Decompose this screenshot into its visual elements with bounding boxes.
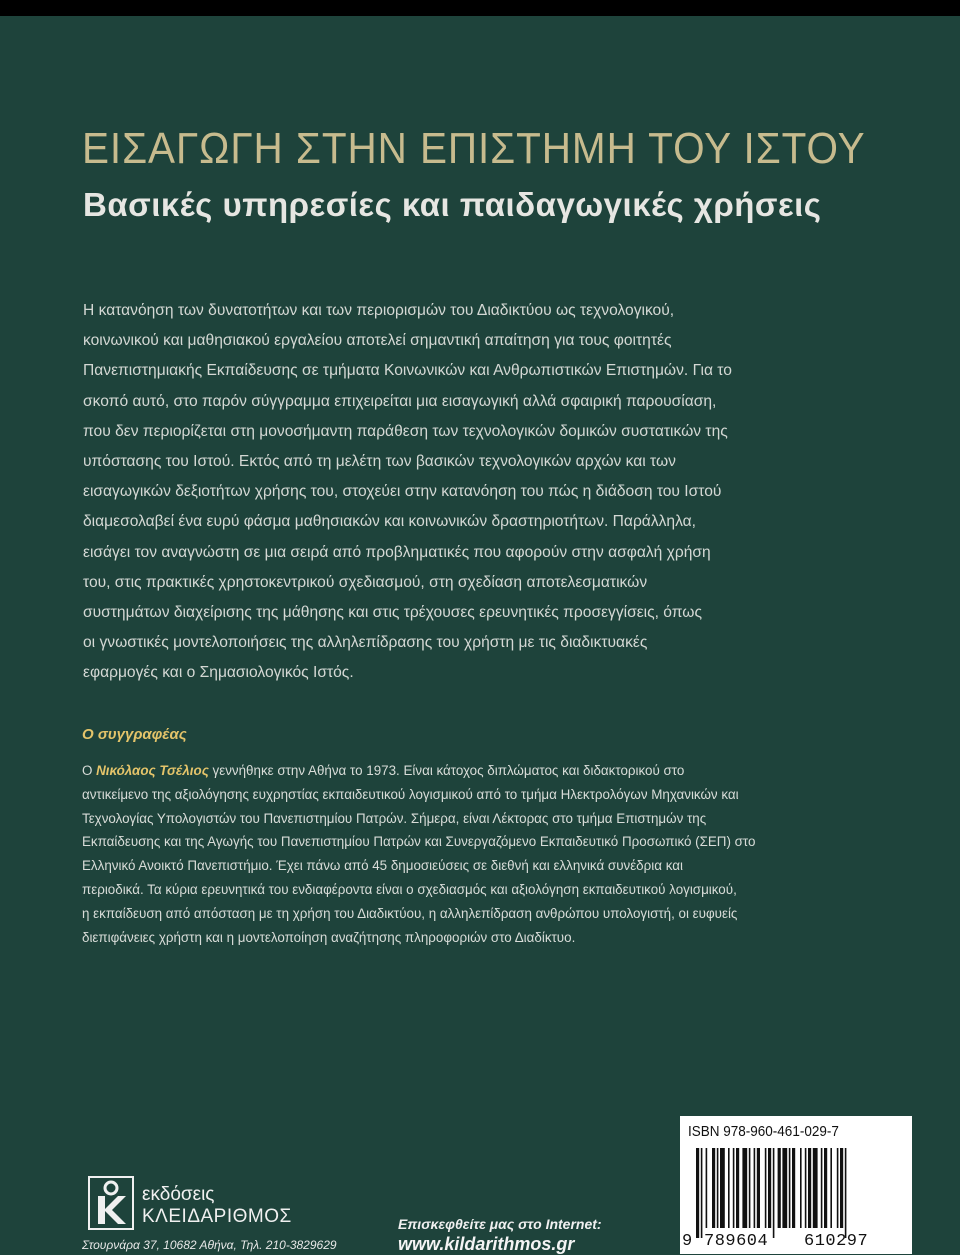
barcode-bar	[789, 1148, 791, 1228]
barcode-bar	[840, 1148, 843, 1228]
barcode-bar	[805, 1148, 807, 1228]
bio-line: περιοδικά. Τα κύρια ερευνητικά του ενδιαφέροντα είναι ο σχεδιασμός και αξιολόγηση εκπαιδευτικού λογισμικού,	[82, 881, 737, 897]
barcode-bar	[701, 1148, 703, 1238]
barcode-bar	[720, 1148, 725, 1228]
barcode-bar	[821, 1148, 823, 1228]
barcode-bar	[800, 1148, 802, 1228]
description-line: οι γνωστικές μοντελοποιήσεις της αλληλεπίδρασης του χρήστη με τις διαδικτυακές	[83, 634, 648, 652]
description-line: υπόστασης του Ιστού. Εκτός από τη μελέτη των βασικών τεχνολογικών αρχών και των	[83, 453, 676, 471]
description-line: εισάγει τον αναγνώστη σε μια σειρά από προβληματικές που αφορούν στην ασφαλή χρήση	[83, 543, 711, 561]
bio-line: Ελληνικό Ανοικτό Πανεπιστήμιο. Έχει πάνω από 45 δημοσιεύσεις σε διεθνή και ελληνικά συνέδρια και	[82, 858, 683, 874]
barcode-bar	[778, 1148, 781, 1228]
bio-line: Τεχνολογίας Υπολογιστών του Πανεπιστημίου Πατρών. Σήμερα, είναι Λέκτορας στο τμήμα Επιστημών της	[82, 810, 707, 826]
barcode-bar	[728, 1148, 730, 1228]
description-line: κοινωνικού και μαθησιακού εργαλείου αποτελεί σημαντική απαίτηση για τους φοιτητές	[83, 332, 672, 350]
isbn-barcode	[680, 1116, 912, 1254]
description-line: που δεν περιορίζεται στη μονοσήμαντη παράθεση των τεχνολογικών δομικών συστατικών της	[83, 422, 728, 440]
barcode-digits-left: 789604	[704, 1232, 769, 1251]
publisher-name: ΚΛΕΙΔΑΡΙΘΜΟΣ	[142, 1206, 292, 1227]
isbn-number: ISBN 978-960-461-029-7	[688, 1123, 839, 1140]
barcode-bar	[757, 1148, 760, 1228]
barcode-bar	[824, 1148, 827, 1228]
barcode-bar	[754, 1148, 756, 1228]
barcode-bar	[768, 1148, 771, 1228]
barcode-bar	[706, 1148, 708, 1228]
bio-line: αντικείμενο της αξιολόγησης ευχρηστίας εκπαιδευτικού λογισμικού από το τμήμα Ηλεκτρολόγων Μηχανικών και	[82, 786, 739, 802]
author-bio	[82, 759, 892, 949]
barcode-bar	[773, 1148, 775, 1238]
website-label: Επισκεφθείτε μας στο Internet:	[398, 1216, 602, 1232]
barcode-bar	[792, 1148, 795, 1228]
book-description	[83, 296, 873, 689]
book-title: ΕΙΣΑΓΩΓΗ ΣΤΗΝ ΕΠΙΣΤΗΜΗ ΤΟΥ ΙΣΤΟΥ	[82, 124, 866, 173]
bio-line: Εκπαίδευσης και της Αγωγής του Πανεπιστημίου Πατρών και Συνεργαζόμενο Εκπαιδευτικό Προσωπικό (ΣΕΠ) στο	[82, 834, 756, 850]
website-url[interactable]: www.kildarithmos.gr	[398, 1234, 575, 1254]
author-name: Νικόλαος Τσέλιος	[96, 763, 209, 778]
barcode-bar	[830, 1148, 832, 1228]
barcode-bar	[717, 1148, 719, 1228]
barcode-bar	[765, 1148, 767, 1228]
barcode-digit-first: 9	[682, 1232, 693, 1251]
barcode-bar	[742, 1148, 747, 1228]
barcode-bar	[736, 1148, 739, 1228]
barcode-bar	[782, 1148, 787, 1228]
description-line: σκοπό αυτό, στο παρόν σύγγραμμα επιχειρείται μια εισαγωγική αλλά σφαιρική παρουσίαση,	[83, 392, 717, 410]
barcode-bar	[712, 1148, 715, 1228]
description-line: εισαγωγικών δεξιοτήτων χρήσης του, στοχεύει στην κατανόηση του πώς η διάδοση του Ιστού	[83, 483, 722, 501]
description-line: Η κατανόηση των δυνατοτήτων και των περιορισμών του Διαδικτύου ως τεχνολογικού,	[83, 302, 675, 319]
barcode-bar	[813, 1148, 818, 1228]
bio-line: διεπιφάνειες χρήστη και η μοντελοποίηση αναζήτησης πληροφοριών στο Διαδίκτυο.	[82, 929, 576, 945]
back-cover	[0, 16, 960, 1255]
bio-prefix: Ο	[82, 763, 97, 778]
description-line: εφαρμογές και ο Σημασιολογικός Ιστός.	[83, 664, 354, 682]
barcode-bars	[694, 1148, 900, 1240]
barcode-digits-right: 610297	[804, 1232, 869, 1251]
publisher-logo-icon	[88, 1176, 134, 1230]
book-subtitle: Βασικές υπηρεσίες και παιδαγωγικές χρήσεις	[83, 186, 822, 223]
author-heading: Ο συγγραφέας	[82, 726, 187, 743]
barcode-bar	[845, 1148, 847, 1238]
bio-line: η εκπαίδευση από απόσταση με τη χρήση του Διαδικτύου, η αλληλεπίδραση ανθρώπου υπολογιστή, οι ευφυείς	[82, 905, 738, 921]
description-line: του, στις πρακτικές χρηστοκεντρικού σχεδιασμού, στη σχεδίαση αποτελεσματικών	[83, 573, 648, 591]
barcode-bar	[749, 1148, 751, 1228]
barcode-bar	[837, 1148, 839, 1228]
description-line: συστημάτων διαχείρισης της μάθησης και στις τρέχουσες ερευνητικές προσεγγίσεις, όπως	[83, 604, 702, 622]
barcode-bar	[696, 1148, 699, 1238]
publisher-address: Στουρνάρα 37, 10682 Αθήνα, Τηλ. 210-3829629	[82, 1238, 337, 1252]
publisher-label: εκδόσεις	[142, 1184, 215, 1205]
bio-line	[82, 759, 892, 783]
description-line: Πανεπιστημιακής Εκπαίδευσης σε τμήματα Κοινωνικών και Ανθρωπιστικών Επιστημών. Για το	[83, 362, 732, 380]
bio-suffix: γεννήθηκε στην Αθήνα το 1973. Είναι κάτοχος διπλώματος και διδακτορικού στο	[208, 763, 685, 778]
barcode-bar	[808, 1148, 811, 1228]
description-line: διαμεσολαβεί ένα ευρύ φάσμα μαθησιακών και κοινωνικών δραστηριοτήτων. Παράλληλα,	[83, 513, 696, 531]
barcode-bar	[733, 1148, 735, 1228]
